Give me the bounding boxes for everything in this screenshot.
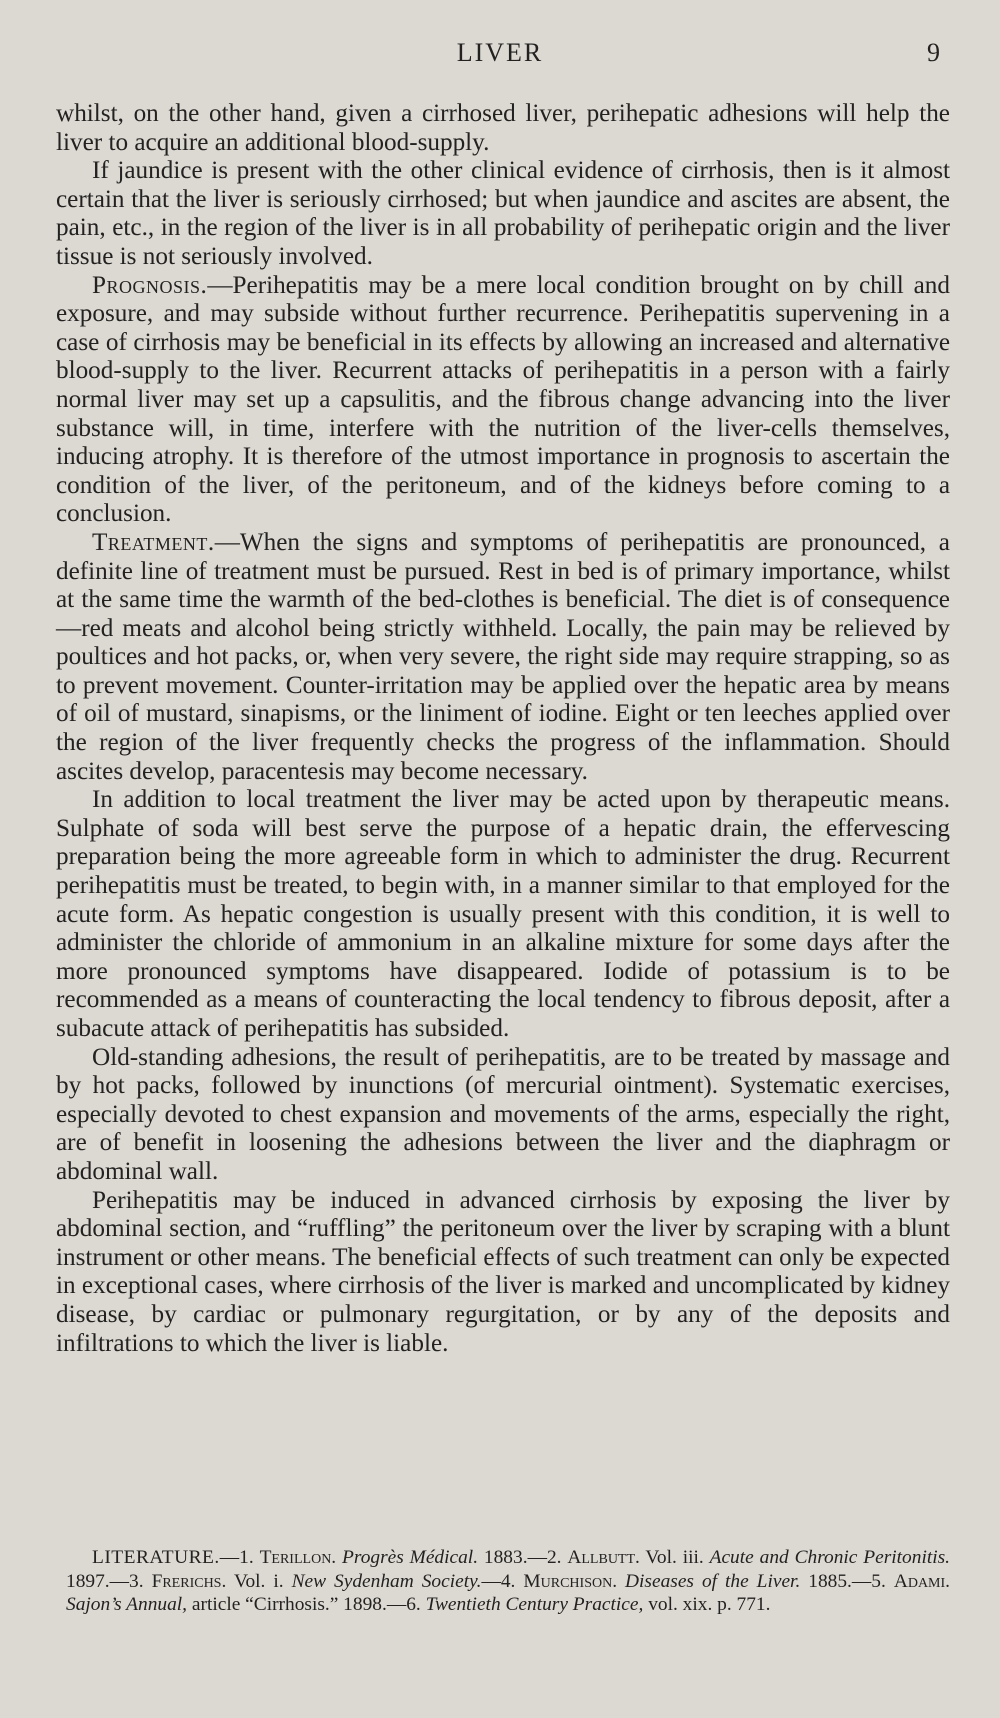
ref-details: article “Cirrhosis.” 1898. [187,1594,387,1615]
ref-title: Diseases of the Liver. [625,1570,801,1592]
ref-title: Acute and Chronic Peritonitis. [709,1547,951,1568]
ref-number: —2. [527,1547,568,1568]
paragraph-text: —Perihepatitis may be a mere local condition brought on by chill and exposure, and may subside without further recurrence. Perihepatitis supervening in a case of cirrhosis may be beneficial in its effects by allowing an increased and alternative blood-supply to the liver. Recurrent attacks of perihepatitis in a person with a fairly normal liver may set up a capsulitis, and the fibrous change advancing into the liver substance will, in time, interfere with the nutrition of the liver-cells themselves, inducing atrophy. It is therefore of the utmost importance in prognosis to ascertain the condition of the liver, of the peritoneum, and of the kidneys before coming to a conclusion. [56,271,950,528]
ref-details: 1885. [800,1570,852,1592]
ref-number: —6. [386,1594,426,1615]
ref-number: —4. [481,1570,524,1592]
paragraph-text: whilst, on the other hand, given a cirrhosed liver, perihepatic adhesions will help the liver to acquire an additional blood-supply. [56,100,950,156]
ref-author: Murchison. [523,1570,618,1592]
literature-heading: LITERATURE. [92,1547,220,1568]
paragraph-treatment [56,529,950,786]
ref-details: 1897. [66,1570,110,1592]
ref-title: Progrès Médical. [342,1547,479,1568]
paragraph-induced [56,1187,950,1359]
running-head [0,38,1000,78]
paragraph-text: Old-standing adhesions, the result of perihepatitis, are to be treated by massage and by hot packs, followed by inunctions (of mercurial ointment). Systematic exercises, especially devoted to chest expansion and movements of the arms, especially the right, are of benefit in loosening the adhesions between the liver and the diaphragm or abdominal wall. [56,1043,950,1185]
paragraph-therapeutic [56,786,950,1043]
section-heading-treatment: Treatment. [92,528,215,556]
paragraph-text: Perihepatitis may be induced in advanced cirrhosis by exposing the liver by abdominal section, and “ruffling” the peritoneum over the liver by scraping with a blunt instrument or other means. The beneficial effects of such treatment can only be expected in exceptional cases, where cirrhosis of the liver is marked and uncomplicated by kidney disease, by cardiac or pulmonary regurgitation, or by any of the deposits and infiltrations to which the liver is liable. [56,1186,950,1357]
ref-number: —1. [219,1547,260,1568]
running-title: LIVER [456,38,544,67]
ref-details: 1883. [478,1547,528,1568]
page-number: 9 [927,38,940,67]
paragraph-continuation [56,100,950,157]
paragraph-text: —When the signs and symptoms of perihepatitis are pronounced, a definite line of treatment must be pursued. Rest in bed is of primary importance, whilst at the same time the warmth of the bed-clothes is beneficial. The diet is of consequence—red meats and alcohol being strictly withheld. Locally, the pain may be relieved by poultices and hot packs, or, when very severe, the right side may require strapping, so as to prevent movement. Counter-irritation may be applied over the hepatic area by means of oil of mustard, sinapisms, or the liniment of iodine. Eight or ten leeches applied over the region of the liver frequently checks the progress of the inflammation. Should ascites develop, paracentesis may become necessary. [56,528,950,785]
literature-section [66,1546,950,1617]
ref-details: vol. xix. p. 771. [643,1594,771,1615]
paragraph-text: In addition to local treatment the liver may be acted upon by therapeutic means. Sulphate of soda will best serve the purpose of a hepatic drain, the effervescing preparation being the more agreeable form in which to administer the drug. Recurrent perihepatitis must be treated, to begin with, in a manner similar to that employed for the acute form. As hepatic congestion is usually present with this condition, it is well to administer the chloride of ammonium in an alkaline mixture for some days after the more pronounced symptoms have disappeared. Iodide of potassium is to be recommended as a means of counteracting the local tendency to fibrous deposit, after a subacute attack of perihepatitis has subsided. [56,786,950,1042]
ref-author: Frerichs. [151,1570,227,1592]
ref-volume: Vol. iii. [639,1547,710,1568]
ref-number: —3. [109,1570,152,1592]
paragraph-adhesions [56,1044,950,1187]
body-text [56,100,950,1358]
ref-author: Adami. [893,1570,951,1592]
ref-author: Terillon. [259,1547,337,1568]
ref-title: New Sydenham Society. [291,1570,482,1592]
paragraph-prognosis [56,272,950,529]
literature-references [66,1546,950,1617]
ref-number: —5. [851,1570,894,1592]
paragraph-jaundice [56,157,950,271]
ref-title: Sajon’s Annual, [66,1594,188,1615]
ref-author: Allbutt. [567,1547,640,1568]
ref-volume: Vol. i. [226,1570,292,1592]
section-heading-prognosis: Prognosis. [92,271,208,299]
ref-title: Twentieth Century Practice, [425,1594,644,1615]
paragraph-text: If jaundice is present with the other clinical evidence of cirrhosis, then is it almost certain that the liver is seriously cirrhosed; but when jaundice and ascites are absent, the pain, etc., in the region of the liver is in all probability of perihepatic origin and the liver tissue is not seriously involved. [56,157,950,270]
